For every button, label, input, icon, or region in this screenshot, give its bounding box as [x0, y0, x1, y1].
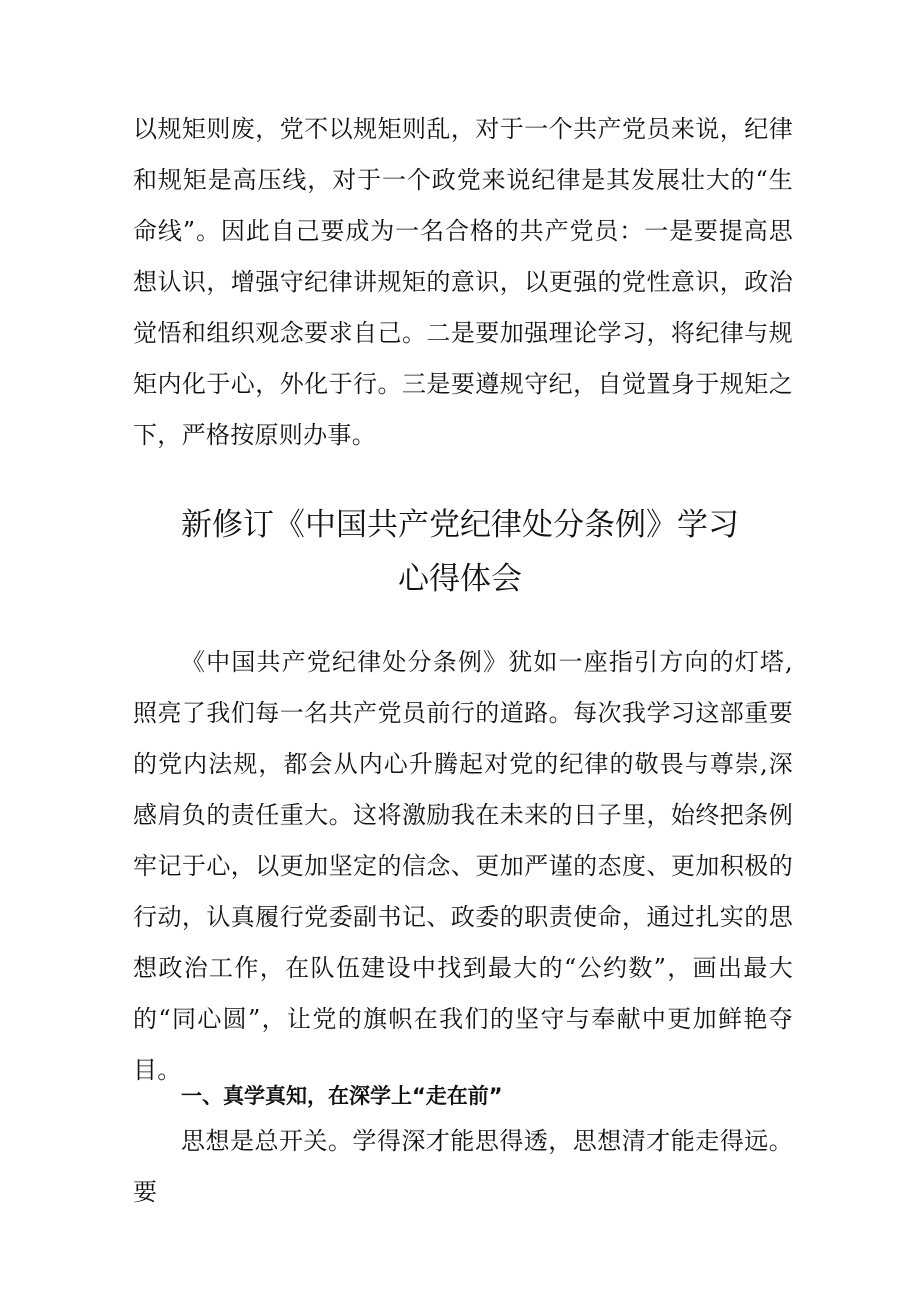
body-paragraph: 《中国共产党纪律处分条例》犹如一座指引方向的灯塔,照亮了我们每一名共产党员前行的道路。每次我学习这部重要的党内法规，都会从内心升腾起对党的纪律的敬畏与尊崇,深感肩负的责任重大。这将激励我在未来的日子里，始终把条例牢记于心，以更加坚定的信念、更加严谨的态度、更加积极的行动，认真履行党委副书记、政委的职责使命，通过扎实的思想政治工作，在队伍建设中找到最大的“公约数”，画出最大的“同心圆”，让党的旗帜在我们的坚守与奉献中更加鲜艳夺目。: [133, 648, 793, 1084]
body-paragraph: 以规矩则废，党不以规矩则乱，对于一个共产党员来说，纪律和规矩是高压线，对于一个政党来说纪律是其发展壮大的“生命线”。因此自己要成为一名合格的共产党员：一是要提高思想认识，增强守纪律讲规矩的意识，以更强的党性意识，政治觉悟和组织观念要求自己。二是要加强理论学习，将纪律与规矩内化于心，外化于行。三是要遵规守纪，自觉置身于规矩之下，严格按原则办事。: [133, 115, 793, 449]
body-paragraph: 思想是总开关。学得深才能思得透，思想清才能走得远。要: [133, 1127, 793, 1206]
title-line: 心得体会: [398, 561, 522, 597]
document-title: [100, 498, 820, 606]
title-line: 新修订《中国共产党纪律处分条例》学习: [181, 507, 739, 543]
section-heading: 一、真学真知，在深学上“走在前”: [181, 1084, 503, 1108]
